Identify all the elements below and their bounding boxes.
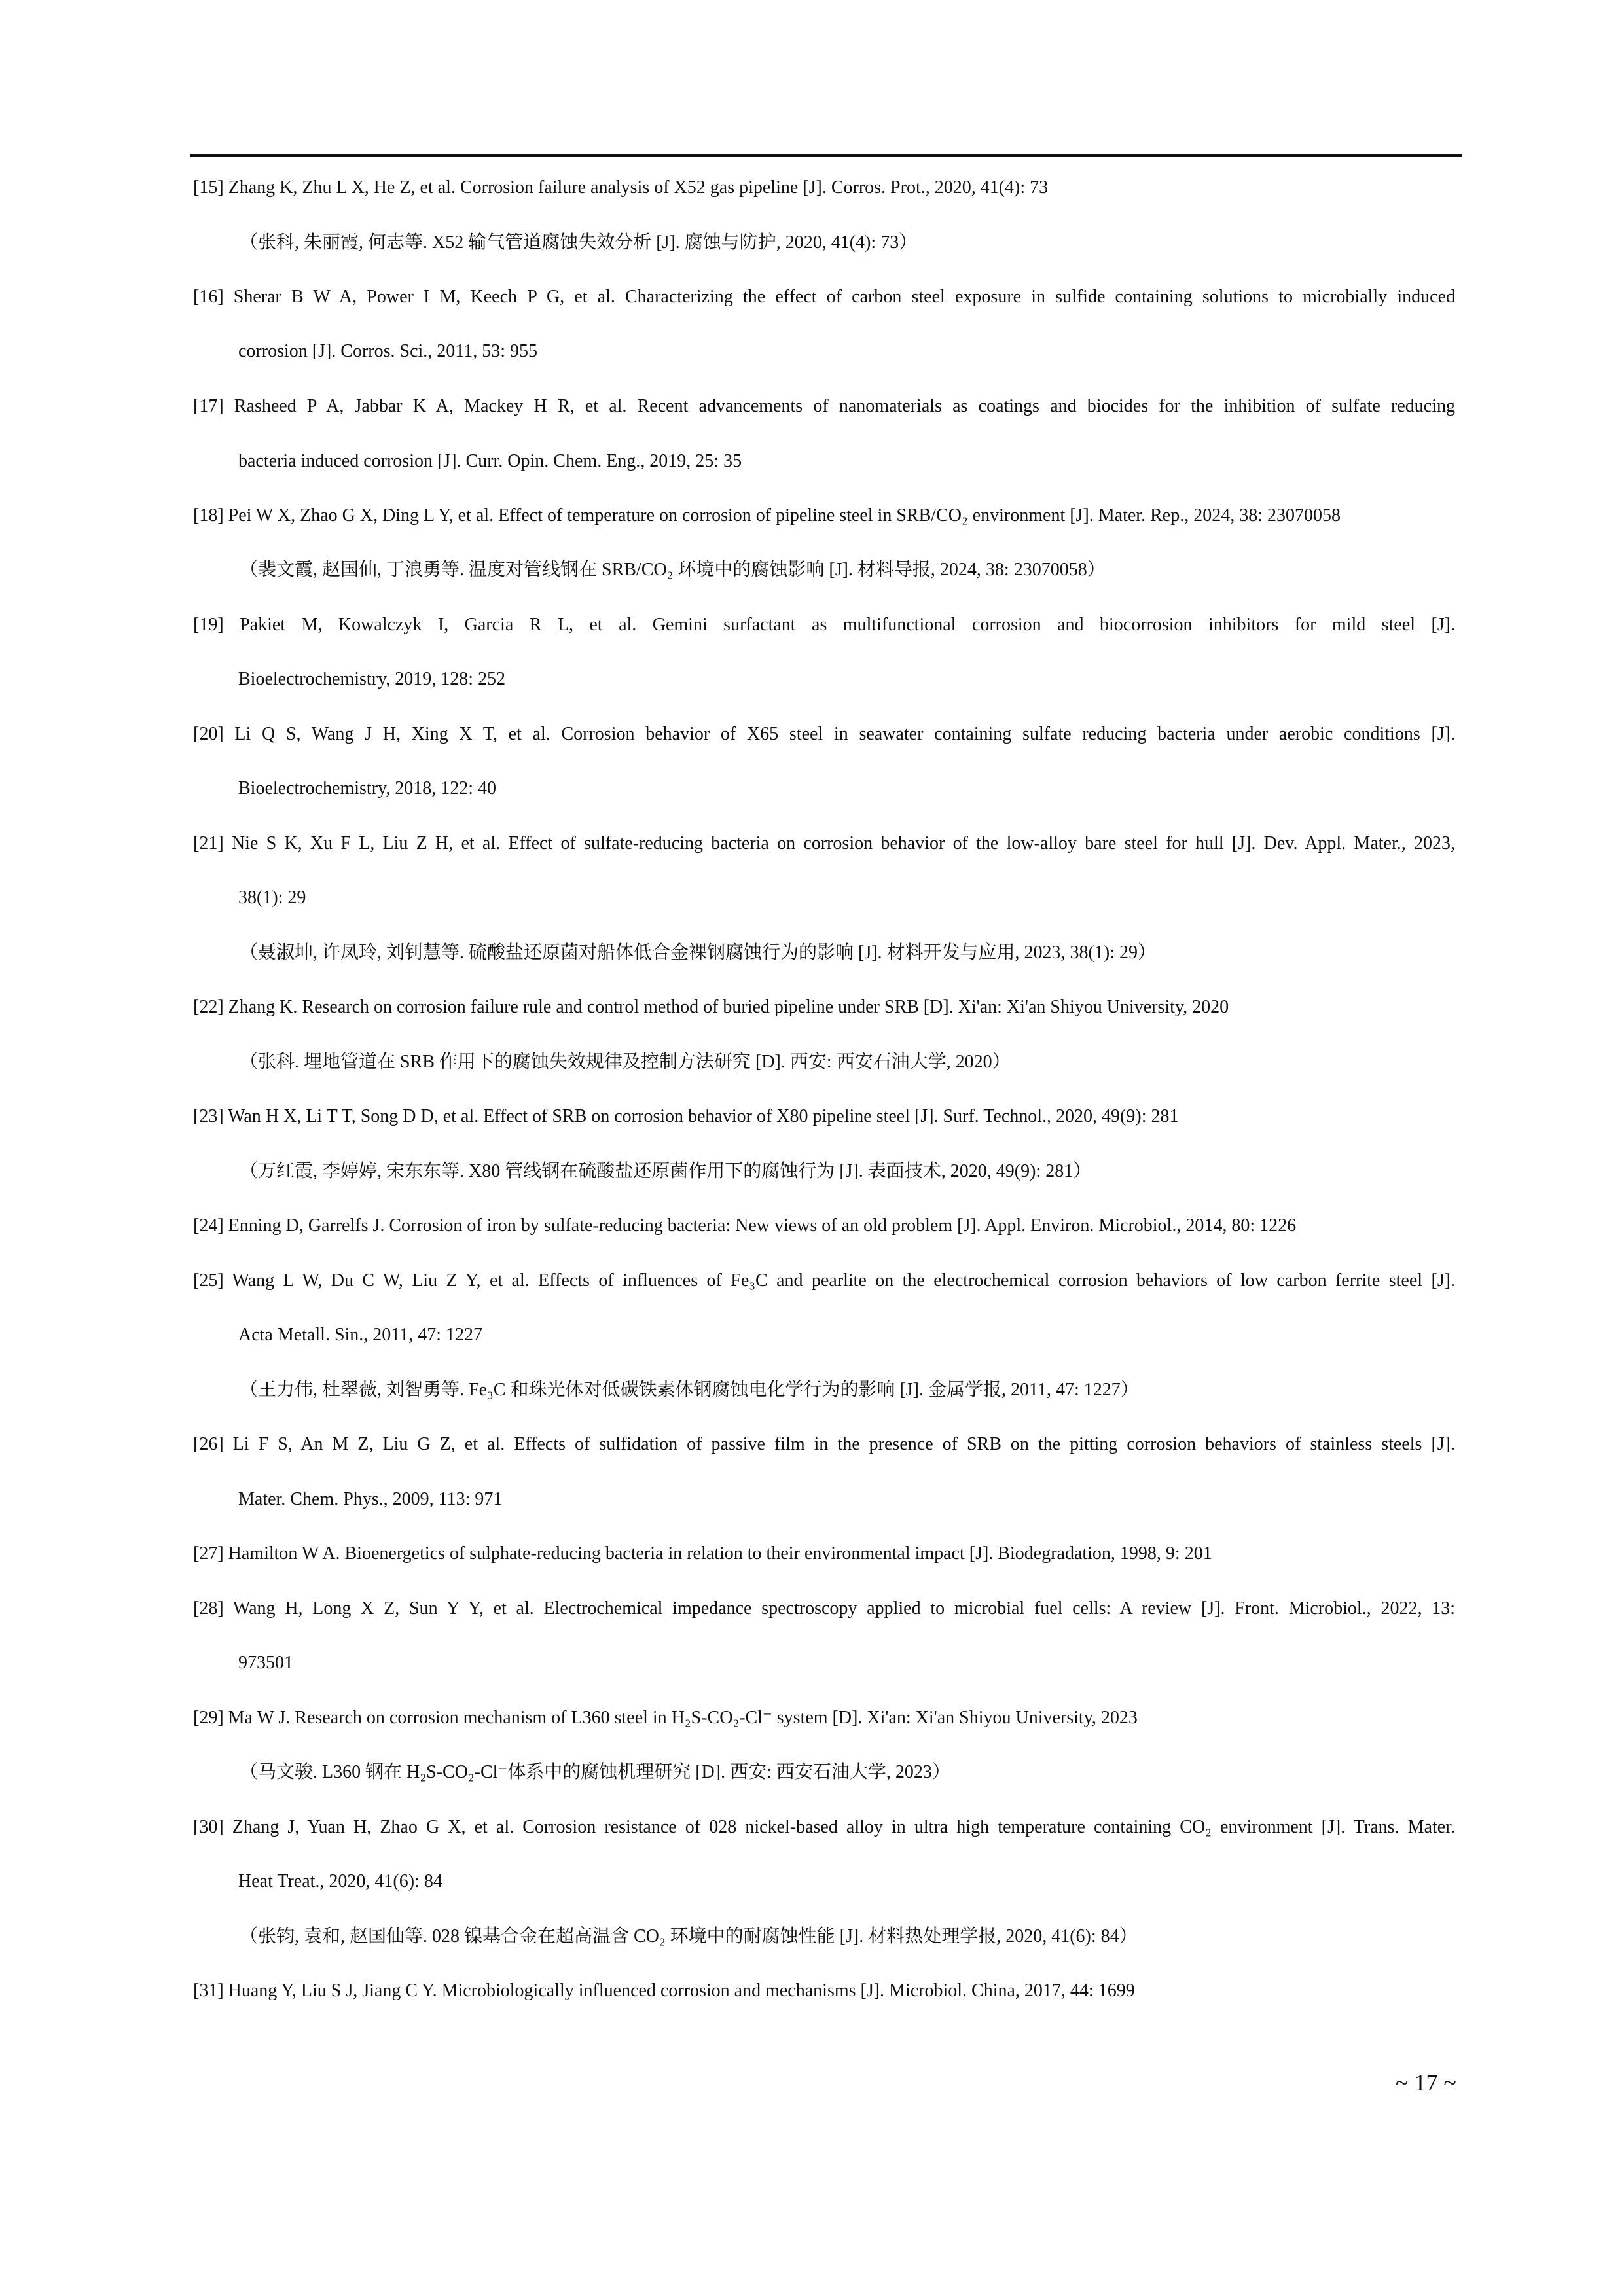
page-number: ~ 17 ~ (1396, 2070, 1456, 2096)
reference-17-line-2: bacteria induced corrosion [J]. Curr. Opin. Chem. Eng., 2019, 25: 35 (238, 451, 742, 471)
reference-16-line-1: [16] Sherar B W A, Power I M, Keech P G, et al. Characterizing the effect of carbon steel exposure in sulfide containing solutions to microbially induced (193, 287, 1455, 307)
reference-26-line-1: [26] Li F S, An M Z, Liu G Z, et al. Effects of sulfidation of passive film in the presence of SRB on the pitting corrosion behaviors of stainless steels [J]. (193, 1434, 1455, 1454)
reference-31-line-1: [31] Huang Y, Liu S J, Jiang C Y. Microbiologically influenced corrosion and mechanisms [J]. Microbiol. China, 2017, 44: 1699 (193, 1981, 1135, 2001)
reference-24-line-1: [24] Enning D, Garrelfs J. Corrosion of iron by sulfate-reducing bacteria: New views of an old problem [J]. Appl. Environ. Microbiol., 2014, 80: 1226 (193, 1215, 1297, 1236)
reference-21-line-1: [21] Nie S K, Xu F L, Liu Z H, et al. Effect of sulfate-reducing bacteria on corrosion behavior of the low-alloy bare steel for hull [J]. Dev. Appl. Mater., 2023, (193, 833, 1455, 853)
reference-29-translation: （马文骏. L360 钢在 H₂S-CO₂-Cl⁻体系中的腐蚀机理研究 [D]. 西安: 西安石油大学, 2023） (240, 1762, 950, 1782)
reference-25-line-1: [25] Wang L W, Du C W, Liu Z Y, et al. Effects of influences of Fe₃C and pearlite on the electrochemical corrosion behaviors of low carbon ferrite steel [J]. (193, 1270, 1455, 1291)
reference-18-translation: （裴文霞, 赵国仙, 丁浪勇等. 温度对管线钢在 SRB/CO₂ 环境中的腐蚀影响 [J]. 材料导报, 2024, 38: 23070058） (240, 560, 1106, 580)
reference-30-line-2: Heat Treat., 2020, 41(6): 84 (238, 1871, 442, 1892)
reference-19-line-2: Bioelectrochemistry, 2019, 128: 252 (238, 669, 505, 689)
reference-18-line-1: [18] Pei W X, Zhao G X, Ding L Y, et al. Effect of temperature on corrosion of pipeline steel in SRB/CO₂ environment [J]. Mater. Rep., 2024, 38: 23070058 (193, 505, 1341, 526)
reference-23-translation: （万红霞, 李婷婷, 宋东东等. X80 管线钢在硫酸盐还原菌作用下的腐蚀行为 [J]. 表面技术, 2020, 49(9): 281） (240, 1161, 1092, 1181)
reference-15-line-1: [15] Zhang K, Zhu L X, He Z, et al. Corrosion failure analysis of X52 gas pipeline [J]. Corros. Prot., 2020, 41(4): 73 (193, 177, 1049, 198)
reference-21-line-2: 38(1): 29 (238, 888, 306, 908)
reference-16-line-2: corrosion [J]. Corros. Sci., 2011, 53: 955 (238, 341, 538, 361)
reference-20-line-1: [20] Li Q S, Wang J H, Xing X T, et al. Corrosion behavior of X65 steel in seawater containing sulfate reducing bacteria under aerobic conditions [J]. (193, 724, 1455, 744)
reference-22-line-1: [22] Zhang K. Research on corrosion failure rule and control method of buried pipeline under SRB [D]. Xi'an: Xi'an Shiyou University, 2020 (193, 997, 1229, 1017)
reference-21-translation: （聂淑坤, 许凤玲, 刘钊慧等. 硫酸盐还原菌对船体低合金裸钢腐蚀行为的影响 [J]. 材料开发与应用, 2023, 38(1): 29） (240, 942, 1156, 963)
reference-23-line-1: [23] Wan H X, Li T T, Song D D, et al. Effect of SRB on corrosion behavior of X80 pipeline steel [J]. Surf. Technol., 2020, 49(9): 281 (193, 1106, 1179, 1126)
reference-15-translation: （张科, 朱丽霞, 何志等. X52 输气管道腐蚀失效分析 [J]. 腐蚀与防护, 2020, 41(4): 73） (240, 232, 918, 253)
reference-26-line-2: Mater. Chem. Phys., 2009, 113: 971 (238, 1489, 503, 1509)
reference-30-line-1: [30] Zhang J, Yuan H, Zhao G X, et al. Corrosion resistance of 028 nickel-based alloy in ultra high temperature containing CO₂ environment [J]. Trans. Mater. (193, 1817, 1455, 1837)
reference-28-line-2: 973501 (238, 1653, 293, 1673)
reference-25-translation: （王力伟, 杜翠薇, 刘智勇等. Fe₃C 和珠光体对低碳铁素体钢腐蚀电化学行为的影响 [J]. 金属学报, 2011, 47: 1227） (240, 1380, 1139, 1400)
reference-20-line-2: Bioelectrochemistry, 2018, 122: 40 (238, 778, 496, 798)
reference-17-line-1: [17] Rasheed P A, Jabbar K A, Mackey H R, et al. Recent advancements of nanomaterials as coatings and biocides for the inhibition of sulfate reducing (193, 396, 1455, 416)
reference-22-translation: （张科. 埋地管道在 SRB 作用下的腐蚀失效规律及控制方法研究 [D]. 西安: 西安石油大学, 2020） (240, 1052, 1011, 1072)
reference-30-translation: （张钧, 袁和, 赵国仙等. 028 镍基合金在超高温含 CO₂ 环境中的耐腐蚀性能 [J]. 材料热处理学报, 2020, 41(6): 84） (240, 1926, 1138, 1946)
reference-28-line-1: [28] Wang H, Long X Z, Sun Y Y, et al. Electrochemical impedance spectroscopy applied to microbial fuel cells: A review [J]. Front. Microbiol., 2022, 13: (193, 1598, 1455, 1619)
reference-27-line-1: [27] Hamilton W A. Bioenergetics of sulphate-reducing bacteria in relation to their environmental impact [J]. Biodegradation, 1998, 9: 201 (193, 1543, 1212, 1564)
reference-29-line-1: [29] Ma W J. Research on corrosion mechanism of L360 steel in H₂S-CO₂-Cl⁻ system [D]. Xi'an: Xi'an Shiyou University, 2023 (193, 1708, 1138, 1728)
reference-25-line-2: Acta Metall. Sin., 2011, 47: 1227 (238, 1325, 483, 1345)
reference-19-line-1: [19] Pakiet M, Kowalczyk I, Garcia R L, et al. Gemini surfactant as multifunctional corrosion and biocorrosion inhibitors for mild steel [J]. (193, 615, 1455, 635)
